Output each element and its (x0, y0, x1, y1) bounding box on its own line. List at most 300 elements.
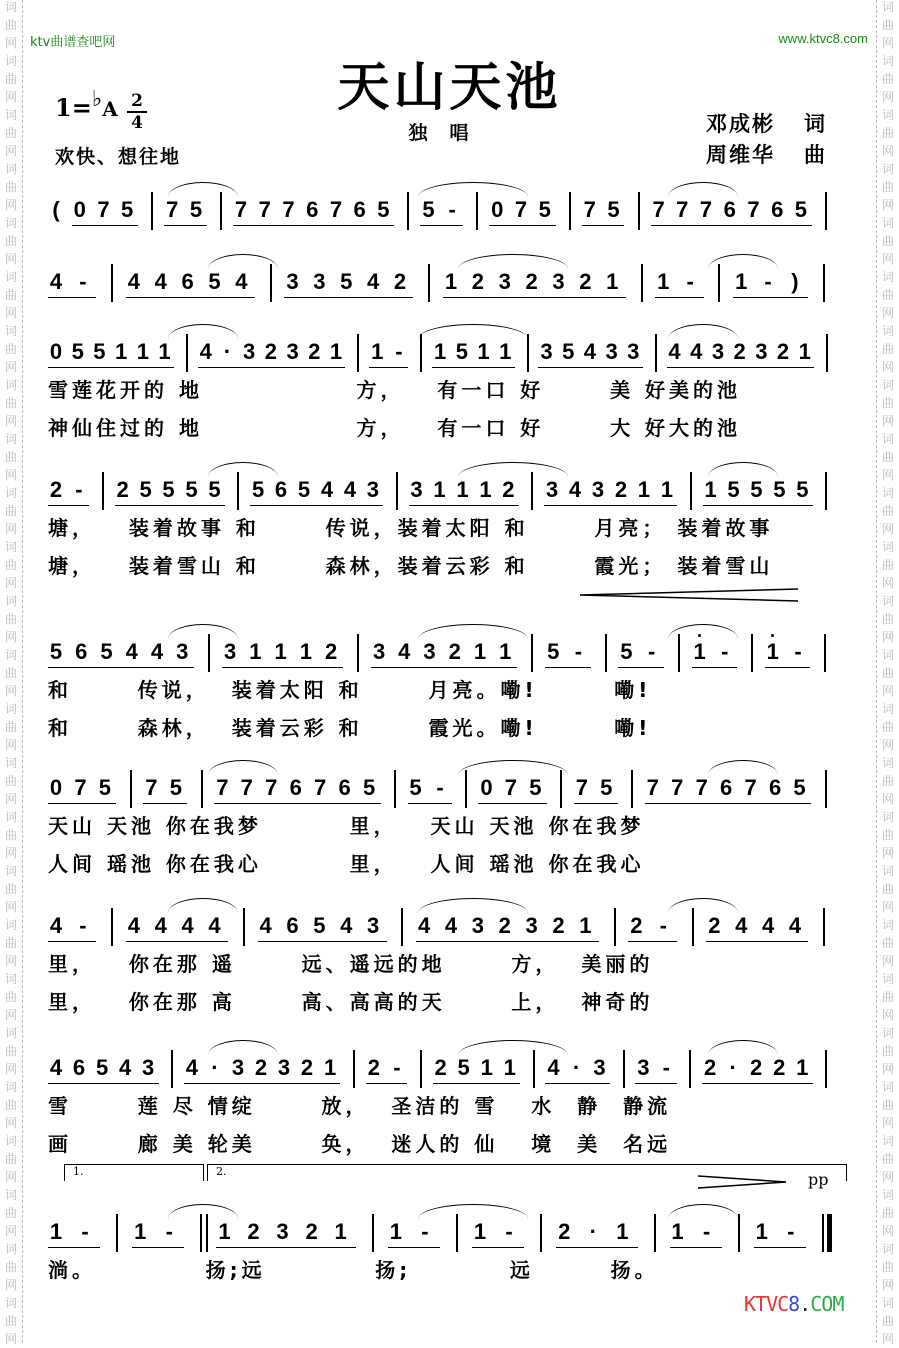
note: 1 (480, 1055, 493, 1080)
barline (689, 1050, 691, 1088)
dash-sustain: - (662, 1055, 670, 1080)
watermark-glyph: 曲 (4, 666, 17, 680)
slur (668, 182, 738, 197)
watermark-glyph: 曲 (4, 180, 17, 194)
dash-sustain: - (75, 477, 83, 502)
watermark-glyph: 词 (4, 270, 17, 284)
beam-underline (132, 1247, 184, 1248)
watermark-glyph: 曲 (4, 720, 17, 734)
watermark-glyph: 词 (4, 702, 17, 716)
watermark-glyph: 词 (4, 1026, 17, 1040)
watermark-glyph: 曲 (881, 720, 894, 734)
note: 5 (251, 477, 265, 502)
note: 3 (410, 477, 423, 502)
note: 4 (735, 913, 748, 938)
note: 7 (258, 197, 271, 222)
watermark-glyph: 网 (881, 1008, 894, 1022)
note: 2 (498, 913, 511, 938)
key-prefix: 1= (55, 93, 92, 122)
note: 1 (334, 1219, 347, 1244)
lyricist-name: 邓成彬 (706, 112, 775, 136)
barline (208, 634, 210, 672)
barline (531, 634, 533, 672)
note: 1 (606, 269, 619, 294)
beam-underline (538, 367, 642, 368)
note: 1 (444, 269, 458, 294)
note: 4 (668, 339, 681, 364)
beam-underline (489, 225, 555, 226)
note: 4 (418, 913, 431, 938)
beam-underline (250, 505, 383, 506)
beam-underline (48, 367, 174, 368)
note: 1 (249, 639, 262, 664)
note: 2 (630, 913, 643, 938)
barline (614, 908, 616, 946)
note: 2 (471, 269, 484, 294)
note: 4 (199, 339, 212, 364)
watermark-glyph: 词 (881, 594, 894, 608)
lyricist-role: 词 (804, 112, 827, 136)
watermark-glyph: 网 (881, 684, 894, 698)
slur (168, 324, 238, 339)
watermark-glyph: 网 (4, 144, 17, 158)
barline (823, 908, 825, 946)
watermark-glyph: 词 (4, 540, 17, 554)
watermark-glyph: 曲 (881, 1314, 894, 1328)
beam-underline (706, 941, 808, 942)
dot-extension: · (729, 1055, 737, 1080)
note: 5 (121, 197, 134, 222)
beam-underline (48, 297, 96, 298)
note: 1 (136, 339, 149, 364)
note: 2 (448, 639, 461, 664)
decrescendo-hairpin (698, 1174, 788, 1190)
watermark-glyph: 曲 (4, 342, 17, 356)
watermark-glyph: 曲 (881, 1152, 894, 1166)
volta-second-ending: 2. (207, 1164, 847, 1181)
note: 2 (49, 477, 63, 502)
barline (823, 264, 825, 302)
note: 3 (545, 477, 559, 502)
note: 5 (139, 477, 152, 502)
note: 4 (366, 269, 380, 294)
watermark-glyph: 曲 (4, 1152, 17, 1166)
score-row (48, 458, 848, 518)
note: 5 (562, 339, 575, 364)
barline (751, 634, 753, 672)
dash-sustain: - (81, 1219, 89, 1244)
watermark-glyph: 词 (4, 108, 17, 122)
barline (690, 472, 692, 510)
beam-underline (48, 1247, 100, 1248)
beam-underline (48, 1083, 159, 1084)
barline (111, 264, 113, 302)
slur (708, 254, 778, 269)
dash-sustain: - (702, 1219, 711, 1244)
note: 5 (377, 197, 390, 222)
note: 7 (145, 775, 158, 800)
slur (708, 760, 778, 775)
beam-underline (433, 1083, 521, 1084)
watermark-glyph: 网 (4, 360, 17, 374)
note: 1 (323, 1055, 337, 1080)
watermark-glyph: 词 (4, 1296, 17, 1310)
watermark-glyph: 词 (881, 1296, 894, 1310)
watermark-glyph: 曲 (4, 1098, 17, 1112)
note: 2 (579, 269, 592, 294)
beam-underline (126, 941, 228, 942)
watermark-glyph: 曲 (881, 396, 894, 410)
note: 6 (338, 775, 351, 800)
note: 7 (240, 775, 253, 800)
watermark-glyph: 词 (881, 756, 894, 770)
composer-credit (706, 139, 827, 169)
note: 4 (568, 477, 582, 502)
watermark-glyph: 曲 (4, 1314, 17, 1328)
watermark-glyph: 曲 (881, 18, 894, 32)
lyric-line-1: 和 传说， 装着太阳 和 月亮。嘞! 嘞! (48, 678, 652, 702)
note: 5 (340, 269, 353, 294)
note: 4 (235, 269, 248, 294)
beam-underline (72, 225, 138, 226)
note: 5 (100, 639, 113, 664)
note: 1 (433, 477, 446, 502)
note: 5 (600, 775, 613, 800)
note: 2 (300, 1055, 314, 1080)
note: 6 (274, 477, 288, 502)
note: 3 (627, 339, 640, 364)
note: 3 (593, 1055, 606, 1080)
beam-underline (645, 803, 811, 804)
dynamic-pianissimo: pp (808, 1170, 829, 1189)
watermark-glyph: 词 (4, 378, 17, 392)
beam-underline (198, 367, 346, 368)
watermark-glyph: 词 (881, 324, 894, 338)
note: 4 (150, 639, 164, 664)
note: 2 (305, 1219, 318, 1244)
watermark-glyph: 曲 (881, 72, 894, 86)
beam-underline (284, 297, 413, 298)
watermark-glyph: 曲 (881, 1044, 894, 1058)
note: 5 (169, 775, 182, 800)
note: 6 (72, 1055, 86, 1080)
beam-underline (48, 667, 194, 668)
note: 5 (95, 1055, 109, 1080)
note: 2 (393, 269, 407, 294)
barline (270, 264, 272, 302)
slur (458, 1040, 568, 1055)
watermark-glyph: 词 (881, 270, 894, 284)
note: 7 (265, 775, 278, 800)
watermark-glyph: 网 (881, 738, 894, 752)
watermark-glyph: 网 (881, 306, 894, 320)
barline (718, 264, 720, 302)
dash-sustain: - (647, 639, 656, 664)
dash-sustain: - (421, 1219, 429, 1244)
watermark-glyph: 词 (881, 1080, 894, 1094)
crescendo-hairpin (580, 587, 800, 603)
barline (540, 1214, 542, 1252)
note: 2 (434, 1055, 447, 1080)
note: 1 (477, 339, 490, 364)
beam-underline (408, 803, 452, 804)
note: 5 (422, 197, 435, 222)
note: 4 (583, 339, 597, 364)
beam-underline (667, 367, 815, 368)
slur (418, 898, 528, 913)
watermark-glyph: 曲 (4, 936, 17, 950)
note: 1 (660, 477, 673, 502)
watermark-glyph: 词 (881, 918, 894, 932)
barline (826, 334, 828, 372)
slur (418, 182, 528, 197)
beam-underline (371, 667, 517, 668)
barline (237, 472, 239, 510)
note: 3 (224, 639, 237, 664)
note: 5 (607, 197, 620, 222)
note: 1 (329, 339, 343, 364)
barline (357, 334, 359, 372)
watermark-glyph: 词 (881, 864, 894, 878)
note: 7 (583, 197, 596, 222)
barline (357, 634, 359, 672)
score-row (48, 178, 848, 238)
note: 4 (788, 913, 802, 938)
watermark-glyph: 曲 (881, 126, 894, 140)
barline (605, 634, 607, 672)
note: 1 (274, 639, 287, 664)
note: 1 (704, 477, 717, 502)
note: 3 (286, 339, 299, 364)
dot-extension: · (223, 339, 232, 364)
barline (631, 770, 633, 808)
watermark-glyph: 网 (4, 792, 17, 806)
barline (201, 770, 203, 808)
watermark-glyph: 词 (4, 594, 17, 608)
note: 1 (473, 639, 487, 664)
note: 4 (343, 477, 357, 502)
watermark-glyph: 曲 (881, 504, 894, 518)
note: 7 (676, 197, 689, 222)
barline (353, 1050, 355, 1088)
barline (151, 192, 153, 230)
note: 2 (733, 339, 746, 364)
note: 1 (456, 477, 469, 502)
site-watermark-left: ktv曲谱查吧网 (30, 35, 116, 50)
barline (401, 908, 403, 946)
slur (418, 324, 528, 339)
note: 3 (711, 339, 725, 364)
watermark-glyph: 词 (881, 972, 894, 986)
lyric-line-1: 淌。 扬;远 扬; 远 扬。 (48, 1258, 659, 1282)
note: 7 (504, 775, 518, 800)
note: 7 (646, 775, 659, 800)
note: 1 (114, 339, 128, 364)
logo-part: 8 (788, 1292, 800, 1316)
note: 2 (614, 477, 628, 502)
slur (208, 1040, 278, 1055)
logo-part: . (799, 1292, 811, 1316)
note: 5 (189, 197, 203, 222)
slur (208, 254, 278, 269)
note: 6 (720, 775, 733, 800)
note: 1 (49, 1219, 63, 1244)
beam-underline (126, 297, 255, 298)
note: 5 (529, 775, 542, 800)
beam-underline (703, 505, 813, 506)
note: 2 (264, 339, 277, 364)
note: 3 (142, 1055, 155, 1080)
beam-underline (582, 225, 625, 226)
note: 1 (218, 1219, 231, 1244)
note: 5 (162, 477, 175, 502)
note: 5 (773, 477, 786, 502)
note: 2 (502, 477, 515, 502)
composer-name: 周维华 (706, 143, 775, 167)
note: 4 (208, 913, 221, 938)
note: 3 (552, 269, 565, 294)
dash-sustain: - (505, 1219, 513, 1244)
note: 4 (398, 639, 411, 664)
beam-underline (651, 225, 812, 226)
note: 4 (154, 269, 167, 294)
dash-sustain: - (686, 269, 694, 294)
score-row (48, 250, 848, 310)
note: 2 (247, 1219, 260, 1244)
watermark-glyph: 曲 (881, 1206, 894, 1220)
watermark-glyph: 网 (4, 738, 17, 752)
lyric-line-2: 里， 你在那 高 高、高高的天 上， 神奇的 (48, 990, 654, 1014)
watermark-glyph: 曲 (4, 1260, 17, 1274)
beam-underline (702, 1083, 813, 1084)
note: 3 (525, 913, 538, 938)
note: 2 (776, 339, 790, 364)
watermark-glyph: 词 (4, 810, 17, 824)
note: 5 (457, 1055, 470, 1080)
barline (372, 1214, 374, 1252)
note: 1 (671, 1219, 684, 1244)
watermark-glyph: 网 (4, 576, 17, 590)
slur (668, 1204, 738, 1219)
watermark-glyph: 网 (4, 198, 17, 212)
note: 6 (286, 913, 299, 938)
beam-underline (366, 1083, 407, 1084)
note: 4 (320, 477, 334, 502)
dash-sustain: - (79, 269, 87, 294)
beam-underline (478, 803, 546, 804)
slur (458, 462, 568, 477)
barline (560, 770, 562, 808)
dash-sustain: - (165, 1219, 173, 1244)
note: 3 (286, 269, 299, 294)
note: 4 (154, 913, 167, 938)
watermark-glyph: 词 (4, 1242, 17, 1256)
watermark-glyph: 网 (4, 1332, 17, 1346)
note: 6 (768, 775, 782, 800)
watermark-glyph: 曲 (4, 18, 17, 32)
note: 2 (525, 269, 538, 294)
barline (641, 264, 643, 302)
dash-sustain: - (395, 339, 403, 364)
note: 7 (671, 775, 684, 800)
note: 2 (116, 477, 129, 502)
flat-icon: ♭ (91, 87, 103, 112)
note: 2 (773, 1055, 786, 1080)
composer-role: 曲 (804, 143, 827, 167)
barline (825, 770, 827, 808)
note: 1 (755, 1219, 768, 1244)
lyric-line-2: 神仙住过的 地 方， 有一口 好 大 好大的池 (48, 416, 742, 440)
beam-underline (233, 225, 394, 226)
lyric-line-2: 人间 瑶池 你在我心 里， 人间 瑶池 你在我心 (48, 852, 645, 876)
note: 1 (134, 1219, 147, 1244)
double-barline (200, 1214, 208, 1252)
note: 0 (73, 197, 86, 222)
beam-underline (545, 1083, 609, 1084)
slur (168, 624, 238, 639)
watermark-glyph: 网 (4, 900, 17, 914)
barline (692, 908, 694, 946)
note: 5 (93, 339, 106, 364)
dash-sustain: - (574, 639, 583, 664)
beam-underline (635, 1083, 676, 1084)
watermark-glyph: 词 (4, 432, 17, 446)
watermark-glyph: 网 (881, 36, 894, 50)
barline (186, 334, 188, 372)
watermark-glyph: 网 (881, 360, 894, 374)
note: 5 (208, 477, 221, 502)
watermark-glyph: 词 (4, 918, 17, 932)
watermark-glyph: 词 (881, 486, 894, 500)
note: 7 (74, 775, 87, 800)
note: 1 (637, 477, 651, 502)
beam-underline (692, 667, 737, 668)
watermark-glyph: 网 (4, 1278, 17, 1292)
watermark-glyph: 词 (4, 216, 17, 230)
barline (654, 1214, 656, 1252)
note: 5 (409, 775, 422, 800)
beam-underline (48, 941, 96, 942)
watermark-glyph: 网 (4, 1116, 17, 1130)
watermark-glyph: 网 (4, 1008, 17, 1022)
note: 1 (499, 639, 512, 664)
barline (171, 1050, 173, 1088)
watermark-glyph: 曲 (4, 882, 17, 896)
lyric-line-2: 塘， 装着雪山 和 森林，装着云彩 和 霞光； 装着雪山 (48, 554, 774, 578)
note: 5 (547, 639, 560, 664)
watermark-glyph: 网 (881, 1278, 894, 1292)
watermark-glyph: 曲 (881, 612, 894, 626)
watermark-glyph: 网 (881, 792, 894, 806)
watermark-glyph: 词 (4, 1188, 17, 1202)
note: 7 (575, 775, 588, 800)
note: 4 (259, 913, 272, 938)
barline (420, 334, 422, 372)
slur (168, 182, 238, 197)
watermark-glyph: 曲 (881, 1098, 894, 1112)
watermark-glyph: 曲 (4, 126, 17, 140)
watermark-glyph: 曲 (881, 1260, 894, 1274)
score-row (48, 1200, 848, 1260)
watermark-glyph: 网 (881, 900, 894, 914)
score-row (48, 620, 848, 680)
note: 7 (695, 775, 708, 800)
watermark-glyph: 网 (4, 252, 17, 266)
note: 4 (49, 269, 63, 294)
watermark-glyph: 网 (4, 90, 17, 104)
note: 3 (540, 339, 553, 364)
note: 4 (127, 269, 141, 294)
